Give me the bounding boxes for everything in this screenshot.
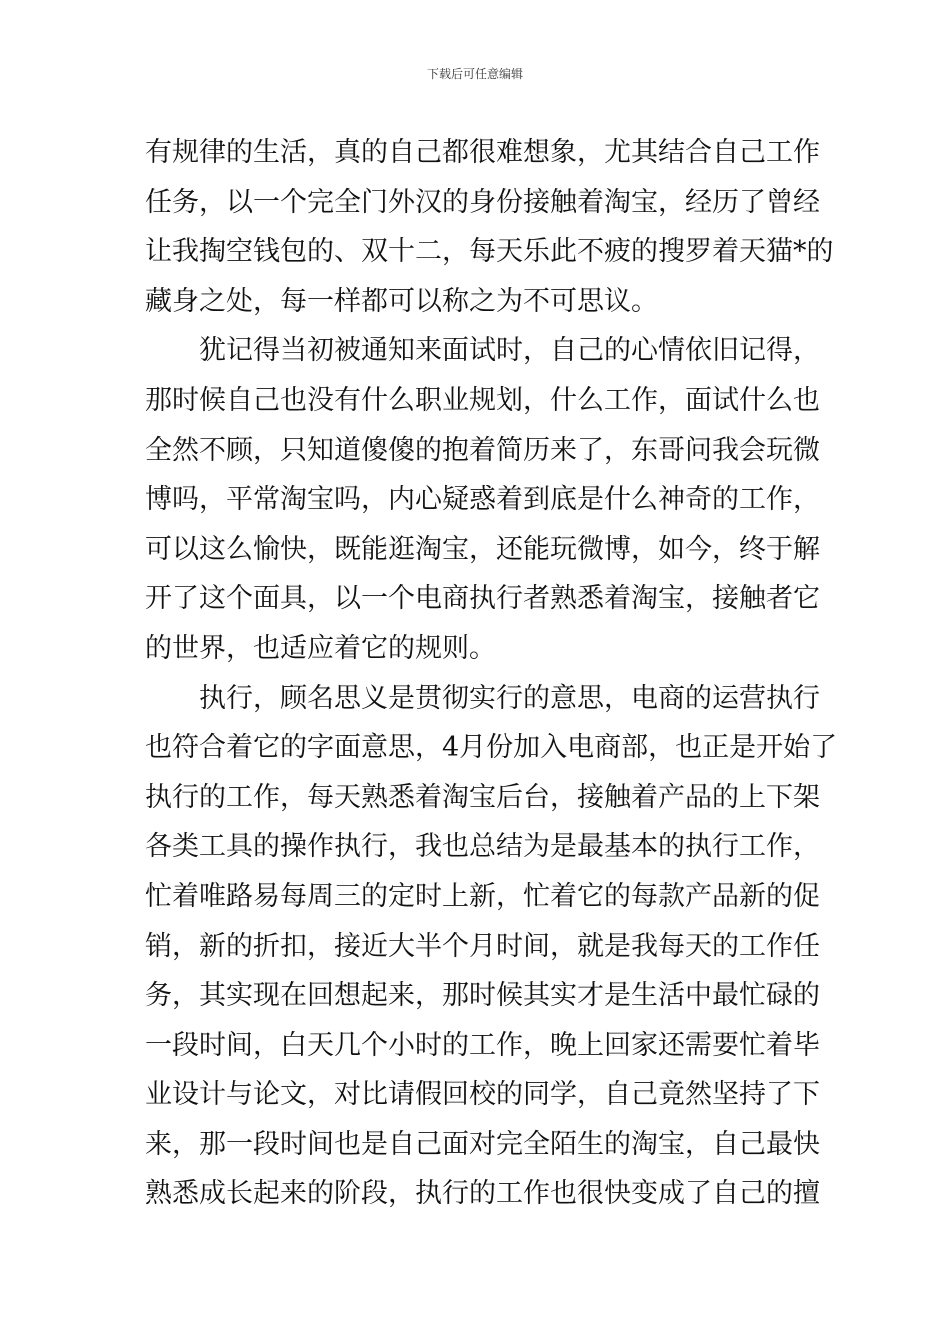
text-line: 全然不顾，只知道傻傻的抱着简历来了，东哥问我会玩微	[145, 434, 820, 466]
text-line: 忙着唯路易每周三的定时上新，忙着它的每款产品新的促	[145, 880, 820, 912]
text-line: 有规律的生活，真的自己都很难想象，尤其结合自己工作	[145, 137, 820, 168]
text-line: 犹记得当初被通知来面试时，自己的心情依旧记得，	[199, 335, 820, 367]
text-line: 可以这么愉快，既能逛淘宝，还能玩微博，如今，终于解	[145, 533, 820, 565]
text-line: 熟悉成长起来的阶段，执行的工作也很快变成了自己的擅	[145, 1178, 820, 1210]
text-line: 一段时间，白天几个小时的工作，晚上回家还需要忙着毕	[145, 1029, 820, 1061]
text-line: 让我掏空钱包的、双十二，每天乐此不疲的搜罗着天猫*的	[145, 236, 834, 268]
text-line: 藏身之处，每一样都可以称之为不可思议。	[145, 285, 658, 317]
paragraph-2	[145, 326, 820, 673]
text-line: 业设计与论文，对比请假回校的同学，自己竟然坚持了下	[145, 1079, 820, 1111]
text-line: 销，新的折扣，接近大半个月时间，就是我每天的工作任	[145, 930, 820, 962]
text-line: 务，其实现在回想起来，那时候其实才是生活中最忙碌的	[145, 980, 820, 1012]
text-line: 执行的工作，每天熟悉着淘宝后台，接触着产品的上下架	[145, 781, 820, 813]
page-header: 下载后可任意编辑	[426, 67, 523, 81]
text-line: 开了这个面具，以一个电商执行者熟悉着淘宝，接触者它	[145, 583, 820, 615]
text-line: 的世界，也适应着它的规则。	[145, 632, 496, 664]
paragraph-1	[145, 128, 834, 326]
text-line: 也符合着它的字面意思，4月份加入电商部，也正是开始了	[145, 732, 838, 764]
text-line: 那时候自己也没有什么职业规划，什么工作，面试什么也	[145, 384, 820, 416]
paragraph-3	[145, 674, 838, 1220]
text-line: 执行，顾名思义是贯彻实行的意思，电商的运营执行	[199, 682, 820, 714]
text-line: 各类工具的操作执行，我也总结为是最基本的执行工作，	[145, 831, 820, 863]
text-line: 任务，以一个完全门外汉的身份接触着淘宝，经历了曾经	[145, 186, 820, 218]
text-line: 来，那一段时间也是自己面对完全陌生的淘宝，自己最快	[145, 1128, 820, 1160]
text-line: 博吗，平常淘宝吗，内心疑惑着到底是什么神奇的工作，	[145, 484, 820, 516]
document-body	[145, 128, 838, 1219]
